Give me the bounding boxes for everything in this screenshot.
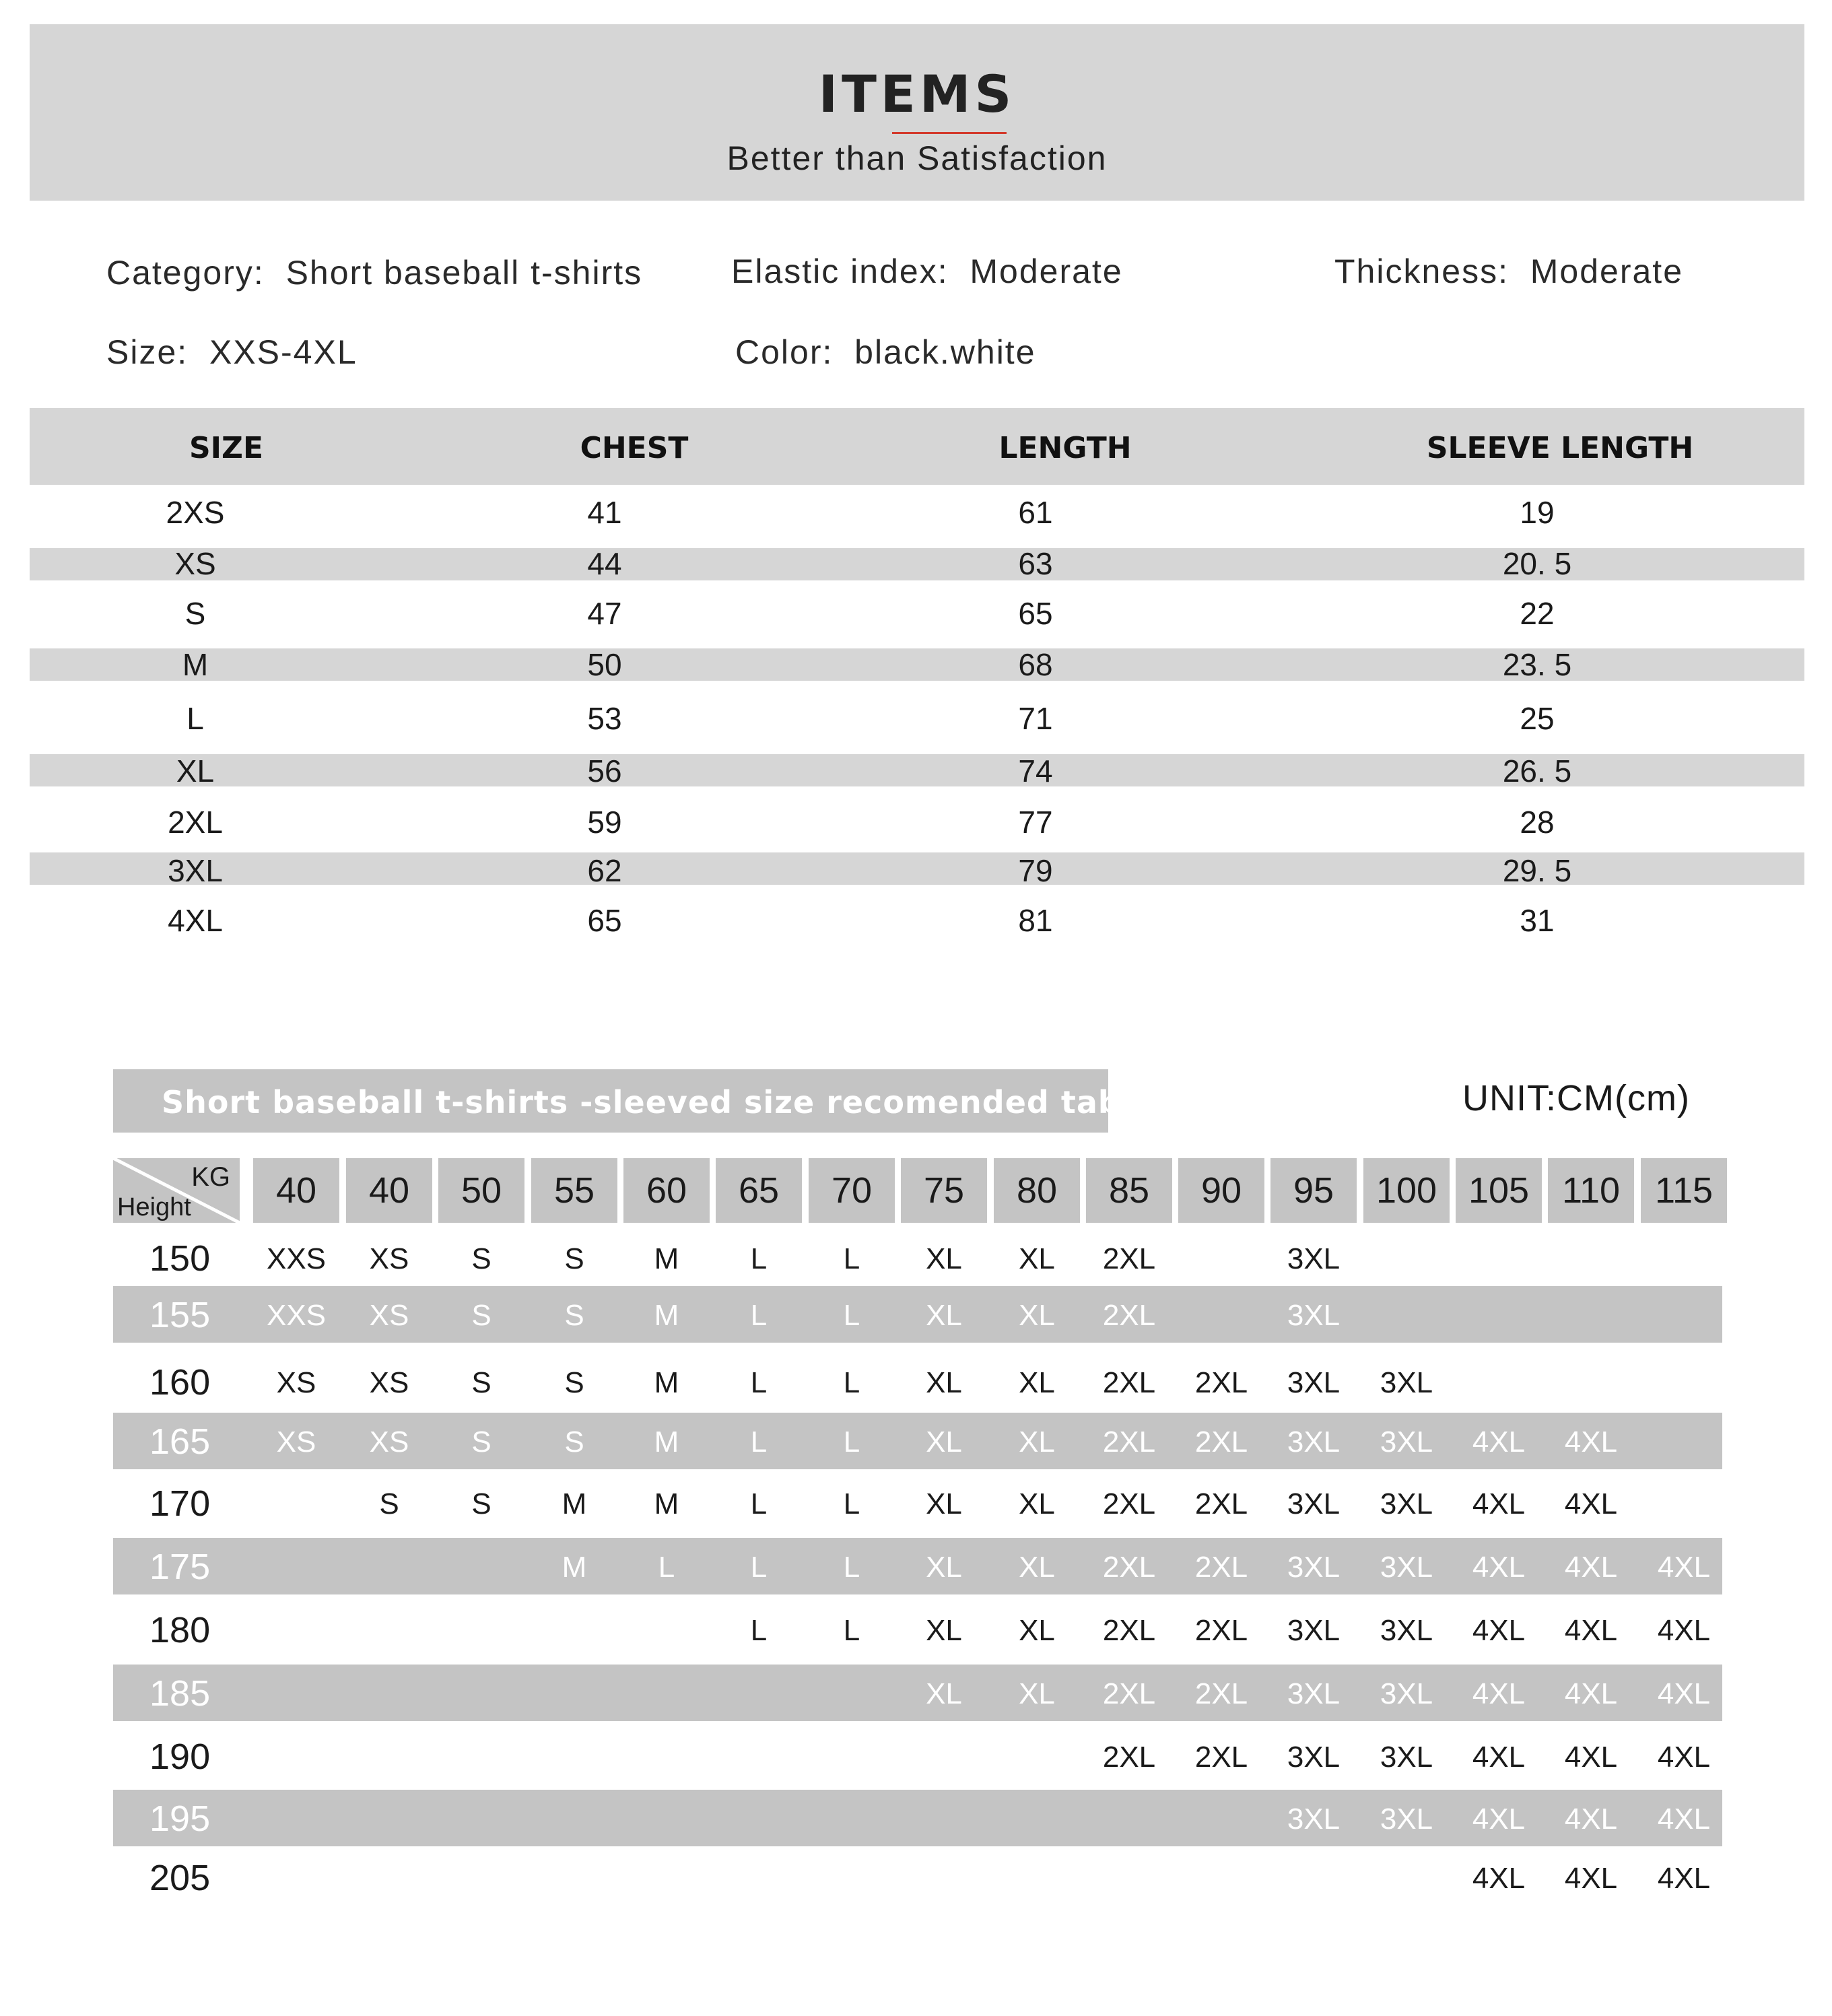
recommended-size-cell: XL bbox=[926, 1677, 962, 1710]
recommended-size-cell: XXS bbox=[266, 1299, 327, 1332]
recommended-size-cell: L bbox=[750, 1487, 768, 1520]
spec-size-value: XXS-4XL bbox=[209, 333, 358, 371]
recommended-size-cell: XS bbox=[369, 1299, 409, 1332]
recommended-size-cell: S bbox=[471, 1366, 491, 1399]
recommended-size-cell: 3XL bbox=[1287, 1614, 1341, 1647]
recommended-size-cell: 3XL bbox=[1287, 1242, 1341, 1275]
recommended-size-cell: XXS bbox=[266, 1242, 327, 1275]
recommended-size-cell: 4XL bbox=[1657, 1677, 1711, 1710]
recommended-size-cell: 3XL bbox=[1380, 1677, 1433, 1710]
size-cell: S bbox=[184, 596, 206, 631]
weight-header-cell: 105 bbox=[1456, 1158, 1542, 1223]
chest-cell: 44 bbox=[587, 546, 622, 581]
recommended-size-cell: 4XL bbox=[1472, 1425, 1526, 1458]
recommended-size-cell: 2XL bbox=[1194, 1487, 1248, 1520]
recommended-size-cell: 2XL bbox=[1194, 1677, 1248, 1710]
recommended-size-cell: XL bbox=[1019, 1425, 1055, 1458]
height-cell: 185 bbox=[149, 1673, 211, 1714]
recommended-size-cell: XS bbox=[276, 1366, 316, 1399]
length-cell: 63 bbox=[1018, 546, 1053, 581]
recommended-size-cell: 2XL bbox=[1102, 1366, 1156, 1399]
recommended-size-cell: 3XL bbox=[1380, 1551, 1433, 1584]
weight-header-cell: 85 bbox=[1086, 1158, 1172, 1223]
corner-header bbox=[113, 1158, 240, 1223]
recommended-size-cell: XL bbox=[1019, 1299, 1055, 1332]
length-cell: 79 bbox=[1018, 853, 1053, 888]
spec-elastic-value: Moderate bbox=[970, 253, 1123, 290]
spec-color-value: black.white bbox=[854, 333, 1036, 371]
weight-header-cell: 40 bbox=[346, 1158, 432, 1223]
sleeve-length-cell: 26. 5 bbox=[1502, 753, 1572, 788]
sleeve-length-cell: 29. 5 bbox=[1502, 853, 1572, 888]
spec-category-value: Short baseball t-shirts bbox=[285, 254, 643, 292]
sleeve-length-cell: 31 bbox=[1520, 903, 1555, 938]
chest-cell: 62 bbox=[587, 853, 622, 888]
recommended-size-cell: 2XL bbox=[1102, 1614, 1156, 1647]
weight-header-cell: 110 bbox=[1548, 1158, 1634, 1223]
recommended-size-cell: L bbox=[750, 1299, 768, 1332]
spec-thickness bbox=[1334, 255, 1683, 288]
recommended-size-cell: L bbox=[750, 1614, 768, 1647]
recommended-size-cell: 4XL bbox=[1472, 1677, 1526, 1710]
recommended-size-cell: XS bbox=[276, 1425, 316, 1458]
recommended-size-cell: L bbox=[843, 1487, 860, 1520]
recommended-size-cell: XL bbox=[1019, 1366, 1055, 1399]
sleeve-length-cell: 19 bbox=[1520, 495, 1555, 530]
recommended-size-cell: 3XL bbox=[1380, 1614, 1433, 1647]
spec-size bbox=[106, 335, 358, 369]
height-cell: 205 bbox=[149, 1858, 211, 1898]
recommended-size-cell: 4XL bbox=[1657, 1862, 1711, 1895]
weight-header-cell: 60 bbox=[623, 1158, 710, 1223]
recommend-row bbox=[113, 1475, 1722, 1531]
recommended-size-cell: 4XL bbox=[1657, 1551, 1711, 1584]
recommended-size-cell: 4XL bbox=[1472, 1741, 1526, 1774]
spec-category-label: Category: bbox=[106, 254, 265, 292]
unit-label: UNIT:CM(cm) bbox=[1462, 1078, 1690, 1118]
recommended-size-cell: L bbox=[843, 1551, 860, 1584]
size-cell: 2XS bbox=[166, 495, 225, 530]
sleeve-length-cell: 23. 5 bbox=[1502, 647, 1572, 682]
recommended-size-cell: 4XL bbox=[1564, 1862, 1618, 1895]
recommended-size-cell: 4XL bbox=[1564, 1487, 1618, 1520]
recommended-size-cell: L bbox=[658, 1551, 675, 1584]
sleeve-length-cell: 28 bbox=[1520, 805, 1555, 840]
recommended-size-cell: 3XL bbox=[1287, 1677, 1341, 1710]
recommend-banner-text: Short baseball t-shirts -sleeved size recomended table bbox=[162, 1084, 1154, 1120]
recommended-size-cell: 4XL bbox=[1564, 1551, 1618, 1584]
recommend-row bbox=[113, 1728, 1722, 1784]
recommended-size-cell: XL bbox=[926, 1487, 962, 1520]
recommended-size-cell: 3XL bbox=[1287, 1803, 1341, 1836]
recommended-size-cell: 2XL bbox=[1102, 1425, 1156, 1458]
recommended-size-cell: 3XL bbox=[1287, 1741, 1341, 1774]
recommended-size-cell: 3XL bbox=[1287, 1299, 1341, 1332]
spec-thickness-label: Thickness: bbox=[1334, 253, 1509, 290]
height-cell: 190 bbox=[149, 1737, 211, 1777]
recommended-size-cell: XL bbox=[1019, 1551, 1055, 1584]
length-cell: 71 bbox=[1018, 701, 1053, 736]
recommended-size-cell: 3XL bbox=[1287, 1551, 1341, 1584]
page-subtitle: Better than Satisfaction bbox=[726, 139, 1108, 177]
recommended-size-cell: 3XL bbox=[1380, 1741, 1433, 1774]
recommended-size-cell: 4XL bbox=[1657, 1614, 1711, 1647]
recommended-size-cell: 2XL bbox=[1194, 1425, 1248, 1458]
weight-header-cell: 100 bbox=[1363, 1158, 1450, 1223]
recommended-size-cell: M bbox=[654, 1366, 679, 1399]
weight-header-cell: 80 bbox=[994, 1158, 1080, 1223]
recommended-size-cell: XS bbox=[369, 1425, 409, 1458]
recommend-row bbox=[113, 1230, 1722, 1286]
recommended-size-cell: 4XL bbox=[1564, 1803, 1618, 1836]
length-cell: 61 bbox=[1018, 495, 1053, 530]
recommended-size-cell: XL bbox=[1019, 1242, 1055, 1275]
recommended-size-cell: 4XL bbox=[1564, 1614, 1618, 1647]
recommended-size-cell: 4XL bbox=[1564, 1677, 1618, 1710]
spec-elastic bbox=[731, 255, 1123, 288]
recommend-row bbox=[113, 1665, 1722, 1721]
spec-thickness-value: Moderate bbox=[1530, 253, 1683, 290]
recommended-size-cell: 2XL bbox=[1102, 1242, 1156, 1275]
height-cell: 160 bbox=[149, 1362, 211, 1403]
recommend-row bbox=[113, 1353, 1722, 1410]
recommended-size-cell: M bbox=[654, 1425, 679, 1458]
recommended-size-cell: XS bbox=[369, 1366, 409, 1399]
recommended-size-cell: S bbox=[471, 1242, 491, 1275]
recommended-size-cell: 2XL bbox=[1194, 1366, 1248, 1399]
recommended-size-cell: XS bbox=[369, 1242, 409, 1275]
recommended-size-cell: 4XL bbox=[1657, 1803, 1711, 1836]
recommended-size-cell: 4XL bbox=[1564, 1741, 1618, 1774]
size-cell: 2XL bbox=[168, 805, 223, 840]
size-cell: 3XL bbox=[168, 853, 223, 888]
size-cell: XL bbox=[176, 753, 215, 788]
recommended-size-cell: L bbox=[843, 1425, 860, 1458]
recommended-size-cell: XL bbox=[926, 1299, 962, 1332]
recommended-size-cell: 3XL bbox=[1380, 1425, 1433, 1458]
recommended-size-cell: L bbox=[750, 1551, 768, 1584]
weight-header-cell: 40 bbox=[253, 1158, 339, 1223]
recommended-size-cell: 4XL bbox=[1472, 1551, 1526, 1584]
recommended-size-cell: S bbox=[471, 1299, 491, 1332]
sleeve-length-col-header: SLEEVE LENGTH bbox=[1426, 431, 1694, 465]
recommend-banner bbox=[113, 1069, 1154, 1133]
recommended-size-cell: M bbox=[654, 1487, 679, 1520]
recommended-size-cell: 4XL bbox=[1657, 1741, 1711, 1774]
recommended-size-cell: 3XL bbox=[1380, 1487, 1433, 1520]
spec-color bbox=[735, 335, 1036, 369]
recommended-size-cell: S bbox=[471, 1425, 491, 1458]
recommended-size-cell: 4XL bbox=[1472, 1614, 1526, 1647]
recommended-size-cell: S bbox=[564, 1299, 584, 1332]
length-col-header: LENGTH bbox=[998, 431, 1132, 465]
recommended-size-cell: XL bbox=[1019, 1614, 1055, 1647]
recommended-size-cell: XL bbox=[926, 1242, 962, 1275]
recommended-size-cell: XL bbox=[1019, 1487, 1055, 1520]
header-banner bbox=[30, 24, 1804, 201]
recommended-size-cell: XL bbox=[926, 1551, 962, 1584]
recommend-row bbox=[113, 1601, 1722, 1658]
spec-elastic-label: Elastic index: bbox=[731, 253, 949, 290]
recommended-size-cell: XL bbox=[926, 1614, 962, 1647]
recommended-size-cell: M bbox=[562, 1487, 587, 1520]
weight-header-cell: 55 bbox=[531, 1158, 617, 1223]
recommended-size-cell: 4XL bbox=[1564, 1425, 1618, 1458]
sleeve-length-cell: 22 bbox=[1520, 596, 1555, 631]
recommended-size-cell: XL bbox=[926, 1366, 962, 1399]
recommend-row bbox=[113, 1413, 1722, 1469]
recommended-size-cell: 4XL bbox=[1472, 1487, 1526, 1520]
recommended-size-cell: M bbox=[562, 1551, 587, 1584]
spec-color-label: Color: bbox=[735, 333, 834, 371]
recommended-size-cell: 2XL bbox=[1102, 1487, 1156, 1520]
weight-header-cell: 70 bbox=[809, 1158, 895, 1223]
length-cell: 77 bbox=[1018, 805, 1053, 840]
recommended-size-cell: 3XL bbox=[1380, 1803, 1433, 1836]
weight-header-cell: 50 bbox=[438, 1158, 524, 1223]
recommended-size-cell: XL bbox=[1019, 1677, 1055, 1710]
height-cell: 180 bbox=[149, 1610, 211, 1650]
recommended-size-cell: L bbox=[843, 1299, 860, 1332]
length-cell: 68 bbox=[1018, 647, 1053, 682]
size-cell: M bbox=[182, 647, 209, 682]
chest-cell: 56 bbox=[587, 753, 622, 788]
height-cell: 155 bbox=[149, 1295, 211, 1335]
chest-cell: 41 bbox=[587, 495, 622, 530]
title-underline bbox=[892, 132, 1007, 134]
length-cell: 74 bbox=[1018, 753, 1053, 788]
recommended-size-cell: L bbox=[750, 1425, 768, 1458]
recommend-row bbox=[113, 1790, 1722, 1846]
recommended-size-cell: S bbox=[564, 1366, 584, 1399]
corner-kg-label: KG bbox=[191, 1162, 230, 1192]
recommended-size-cell: M bbox=[654, 1242, 679, 1275]
recommended-size-cell: XL bbox=[926, 1425, 962, 1458]
recommended-size-cell: 3XL bbox=[1380, 1366, 1433, 1399]
size-cell: XS bbox=[174, 546, 216, 581]
length-cell: 65 bbox=[1018, 596, 1053, 631]
recommend-row bbox=[113, 1286, 1722, 1343]
recommended-size-cell: L bbox=[750, 1242, 768, 1275]
recommended-size-cell: L bbox=[843, 1366, 860, 1399]
weight-header-cell: 90 bbox=[1178, 1158, 1264, 1223]
height-cell: 165 bbox=[149, 1421, 211, 1462]
recommended-size-cell: M bbox=[654, 1299, 679, 1332]
sleeve-length-cell: 20. 5 bbox=[1502, 546, 1572, 581]
recommended-size-cell: S bbox=[564, 1242, 584, 1275]
recommended-size-cell: 4XL bbox=[1472, 1803, 1526, 1836]
recommended-size-cell: 3XL bbox=[1287, 1425, 1341, 1458]
recommended-size-cell: 3XL bbox=[1287, 1366, 1341, 1399]
recommended-size-cell: S bbox=[379, 1487, 399, 1520]
sleeve-length-cell: 25 bbox=[1520, 701, 1555, 736]
chest-cell: 65 bbox=[587, 903, 622, 938]
corner-height-label: Height bbox=[117, 1193, 191, 1221]
height-cell: 175 bbox=[149, 1547, 211, 1587]
recommended-size-cell: 2XL bbox=[1194, 1614, 1248, 1647]
size-cell: L bbox=[186, 701, 204, 736]
recommend-row bbox=[113, 1538, 1722, 1594]
weight-header-cell: 75 bbox=[901, 1158, 987, 1223]
size-col-header: SIZE bbox=[189, 431, 264, 465]
recommend-row bbox=[113, 1849, 1722, 1906]
height-cell: 150 bbox=[149, 1238, 211, 1279]
length-cell: 81 bbox=[1018, 903, 1053, 938]
recommended-size-cell: 2XL bbox=[1102, 1551, 1156, 1584]
recommended-size-cell: S bbox=[564, 1425, 584, 1458]
chest-cell: 59 bbox=[587, 805, 622, 840]
weight-header-cell: 115 bbox=[1641, 1158, 1727, 1223]
weight-header-cell: 65 bbox=[716, 1158, 802, 1223]
recommended-size-cell: L bbox=[843, 1614, 860, 1647]
recommended-size-cell: L bbox=[750, 1366, 768, 1399]
chest-cell: 47 bbox=[587, 596, 622, 631]
recommended-size-cell: 4XL bbox=[1472, 1862, 1526, 1895]
height-cell: 170 bbox=[149, 1483, 211, 1524]
recommended-size-cell: S bbox=[471, 1487, 491, 1520]
recommended-size-cell: 3XL bbox=[1287, 1487, 1341, 1520]
spec-size-label: Size: bbox=[106, 333, 189, 371]
chest-cell: 53 bbox=[587, 701, 622, 736]
chest-col-header: CHEST bbox=[580, 431, 689, 465]
recommended-size-cell: 2XL bbox=[1194, 1551, 1248, 1584]
size-cell: 4XL bbox=[168, 903, 223, 938]
height-cell: 195 bbox=[149, 1799, 211, 1839]
chest-cell: 50 bbox=[587, 647, 622, 682]
weight-header-cell: 95 bbox=[1270, 1158, 1357, 1223]
page-title: ITEMS bbox=[818, 64, 1016, 124]
recommended-size-cell: 2XL bbox=[1194, 1741, 1248, 1774]
recommended-size-cell: 2XL bbox=[1102, 1677, 1156, 1710]
spec-category bbox=[106, 256, 642, 290]
recommended-size-cell: 2XL bbox=[1102, 1741, 1156, 1774]
recommended-size-cell: L bbox=[843, 1242, 860, 1275]
size-table-header bbox=[30, 408, 1804, 485]
recommended-size-cell: 2XL bbox=[1102, 1299, 1156, 1332]
